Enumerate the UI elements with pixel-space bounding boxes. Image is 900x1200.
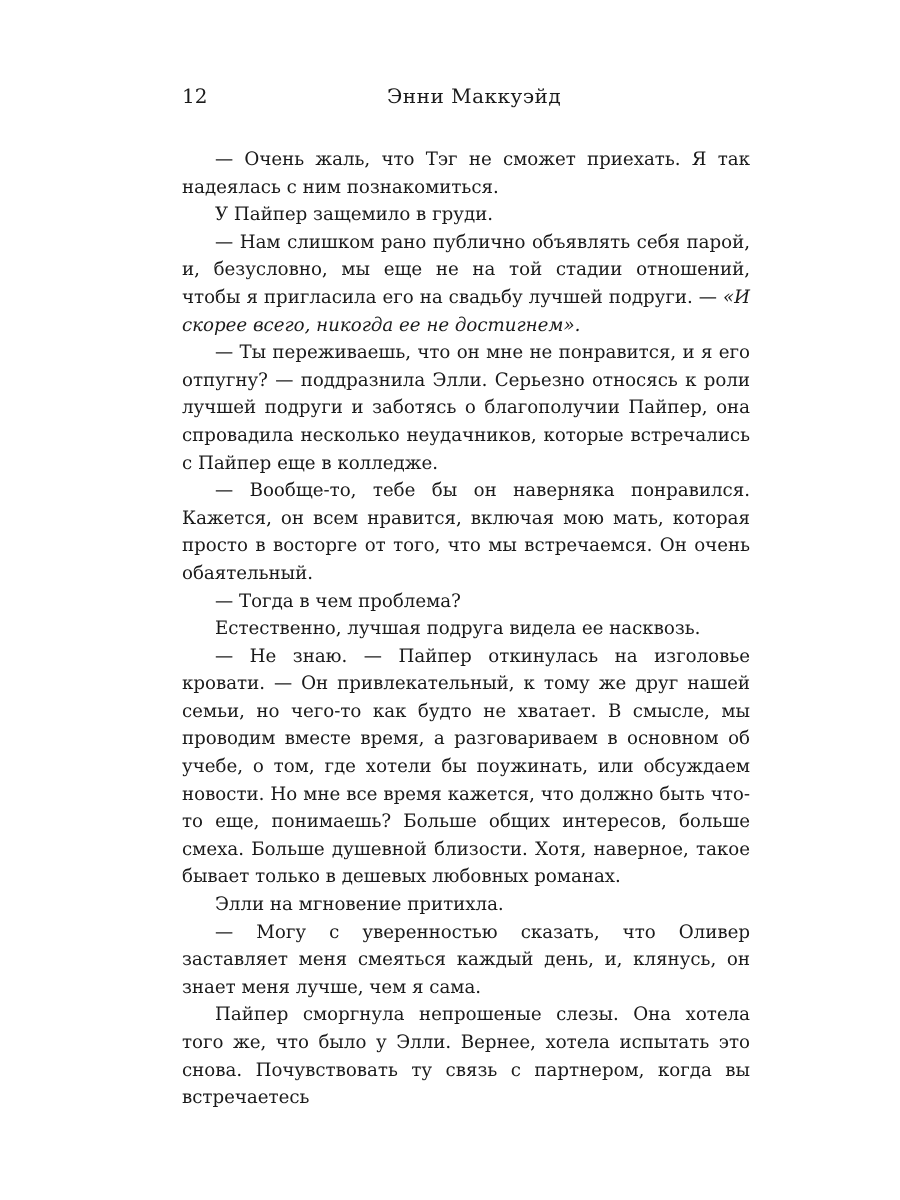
paragraph: — Ты переживаешь, что он мне не понравится, и я его отпугну? — поддразнила Элли. Серьезно относясь к роли лучшей подруги и заботясь о благополучии Пайпер, она спровадила несколько неудачников, которые встречались с Пайпер еще в колледже. [182, 342, 750, 474]
paragraph: — Нам слишком рано публично объявлять себя парой, и, безусловно, мы еще не на той стадии отношений, чтобы я пригласила его на свадьбу лучшей подруги. — «И скорее всего, никогда ее не достигнем». [182, 231, 750, 336]
paragraph: Пайпер сморгнула непрошеные слезы. Она хотела того же, что было у Элли. Вернее, хотела испытать это снова. Почувствовать ту связь с партнером, когда вы встречаетесь [182, 1004, 750, 1109]
paragraph: — Тогда в чем проблема? [215, 590, 461, 612]
paragraph: — Очень жаль, что Тэг не сможет приехать. Я так надеялась с ним познакомиться. [182, 149, 750, 198]
page-header [182, 84, 750, 114]
italic-thought: «И скорее всего, никогда ее не достигнем». [182, 286, 750, 336]
body-text [182, 146, 750, 1112]
paragraph: У Пайпер защемило в груди. [215, 204, 494, 226]
page-number: 12 [182, 84, 208, 108]
paragraph: — Могу с уверенностью сказать, что Оливер заставляет меня смеяться каждый день, и, клянусь, он знает меня лучше, чем я сама. [182, 921, 750, 998]
paragraph: — Вообще-то, тебе бы он наверняка понравился. Кажется, он всем нравится, включая мою мать, которая просто в восторге от того, что мы встречаемся. Он очень обаятельный. [182, 480, 750, 584]
paragraph: — Не знаю. — Пайпер откинулась на изголовье кровати. — Он привлекательный, к тому же друг нашей семьи, но чего-то как будто не хватает. В смысле, мы проводим вместе время, а разговариваем в основном об учебе, о том, где хотели бы поужинать, или обсуждаем новости. Но мне все время кажется, что должно быть что-то еще, понимаешь? Больше общих интересов, больше смеха. Больше душевной близости. Хотя, наверное, такое бывает только в дешевых любовных романах. [182, 645, 750, 888]
paragraph: Естественно, лучшая подруга видела ее насквозь. [215, 618, 701, 640]
paragraph: Элли на мгновение притихла. [215, 894, 504, 916]
running-head-author: Энни Маккуэйд [387, 84, 562, 108]
